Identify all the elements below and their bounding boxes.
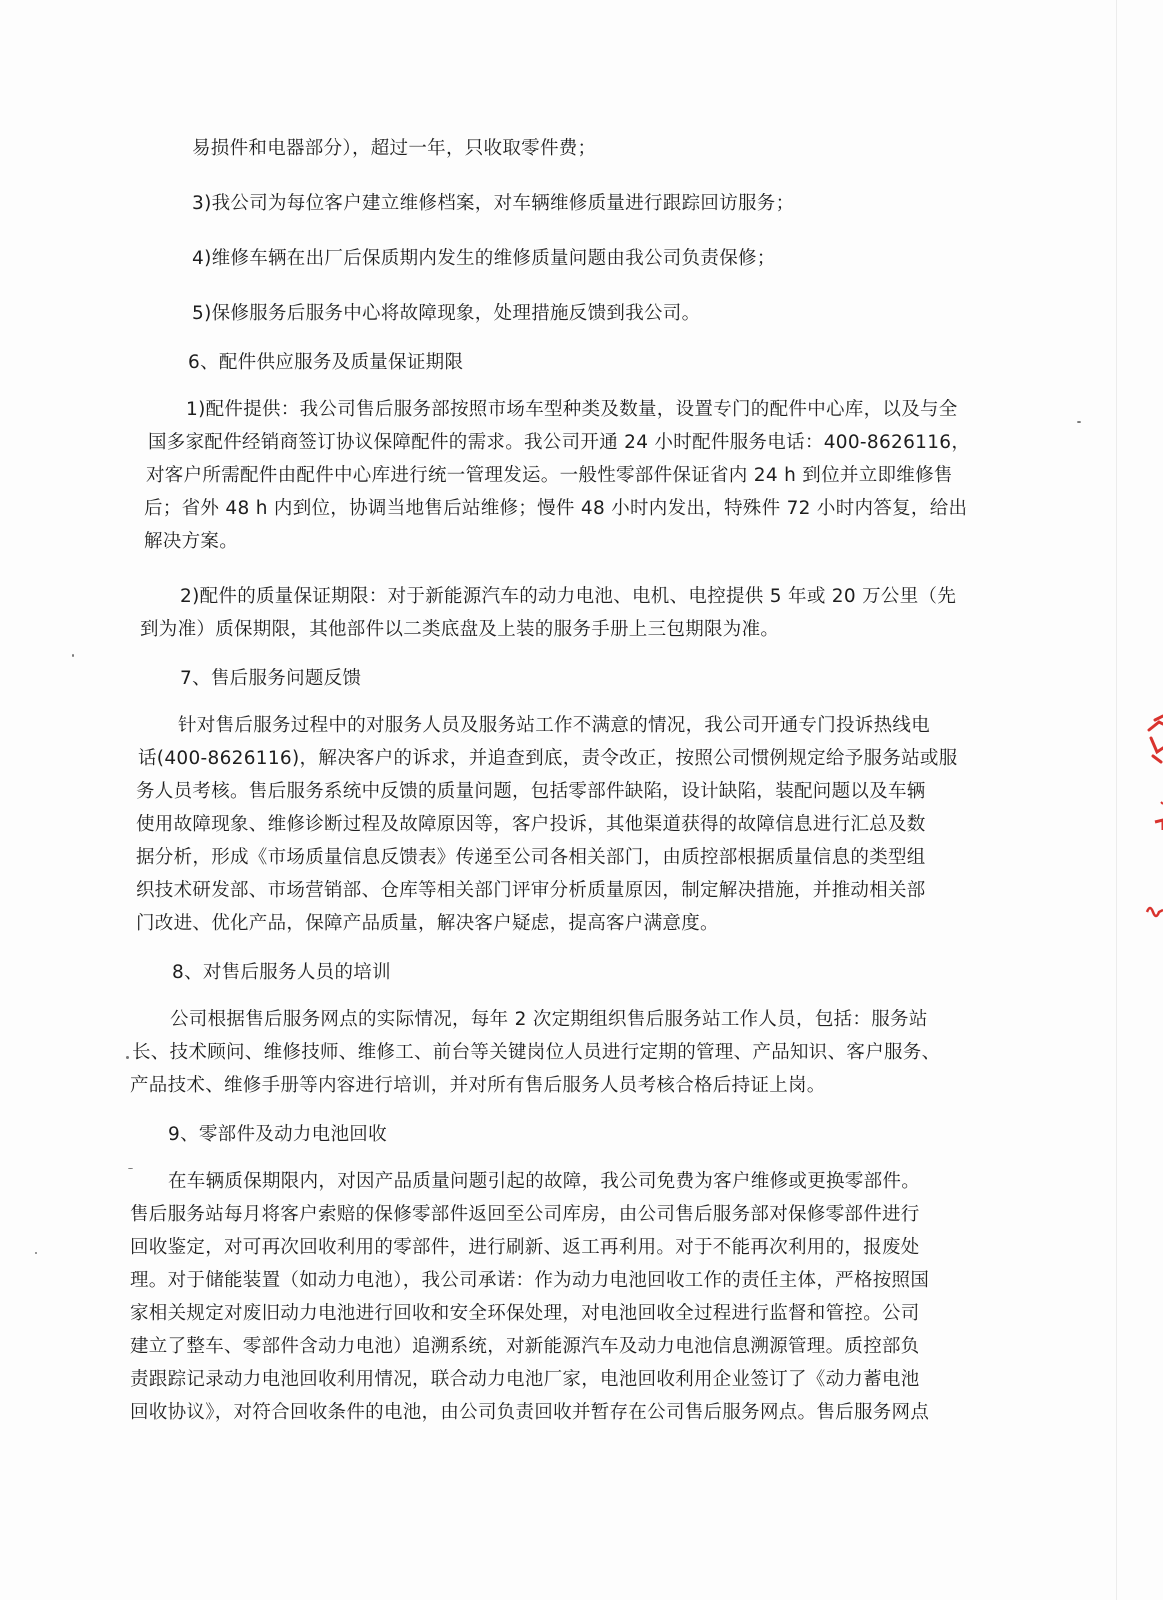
paragraph-training	[130, 1003, 1025, 1102]
paragraph-line: 织技术研发部、市场营销部、仓库等相关部门评审分析质量原因，制定解决措施，并推动相关部	[136, 880, 926, 901]
scan-speck	[128, 1168, 133, 1169]
paragraph-line: 1)配件提供：我公司售后服务部按照市场车型种类及数量，设置专门的配件中心库，以及与全	[186, 399, 958, 420]
paragraph-line: 对客户所需配件由配件中心库进行统一管理发运。一般性零部件保证省内 24 h 到位并立即维修售	[146, 465, 953, 486]
paragraph-line: 理。对于储能装置（如动力电池），我公司承诺：作为动力电池回收工作的责任主体，严格按照国	[130, 1270, 930, 1291]
paragraph-line: 门改进、优化产品，保障产品质量，解决客户疑虑，提高客户满意度。	[136, 913, 719, 934]
paragraph-line: 公司根据售后服务网点的实际情况，每年 2 次定期组织售后服务站工作人员，包括：服务站	[170, 1009, 928, 1030]
paragraph-recycling	[130, 1165, 1025, 1429]
scan-speck	[1077, 421, 1081, 423]
scan-edge-line	[1116, 0, 1117, 1600]
paragraph-line: 后；省外 48 h 内到位，协调当地售后站维修；慢件 48 小时内发出，特殊件 72 小时内答复，给出	[144, 498, 968, 519]
section-heading-9: 9、零部件及动力电池回收	[168, 1124, 387, 1145]
paragraph-line: 售后服务站每月将客户索赔的保修零部件返回至公司库房，由公司售后服务部对保修零部件进行	[130, 1204, 920, 1225]
scan-speck	[35, 1252, 37, 1254]
paragraph-parts-warranty	[130, 580, 1025, 646]
paragraph-line: 据分析，形成《市场质量信息反馈表》传递至公司各相关部门，由质控部根据质量信息的类型组	[136, 847, 926, 868]
continuation-line: 易损件和电器部分），超过一年，只收取零件费；	[192, 138, 597, 159]
scan-speck	[126, 1056, 129, 1059]
list-item-5: 5)保修服务后服务中心将故障现象，处理措施反馈到我公司。	[192, 303, 701, 324]
paragraph-line: 2)配件的质量保证期限：对于新能源汽车的动力电池、电机、电控提供 5 年或 20 万公里（先	[180, 586, 957, 607]
paragraph-line: 长、技术顾问、维修技师、维修工、前台等关键岗位人员进行定期的管理、产品知识、客户服务、	[132, 1042, 941, 1063]
paragraph-line: 建立了整车、零部件含动力电池）追溯系统，对新能源汽车及动力电池信息溯源管理。质控部负	[130, 1336, 920, 1357]
paragraph-parts-supply	[130, 393, 1025, 558]
paragraph-feedback	[130, 709, 1025, 940]
section-heading-7: 7、售后服务问题反馈	[180, 668, 362, 689]
paragraph-line: 话(400-8626116)，解决客户的诉求，并追查到底，责令改正，按照公司惯例规定给予服务站或服	[138, 748, 958, 769]
paragraph-line: 国多家配件经销商签订协议保障配件的需求。我公司开通 24 小时配件服务电话：400-8626116，	[148, 432, 971, 453]
paragraph-line: 责跟踪记录动力电池回收利用情况，联合动力电池厂家，电池回收利用企业签订了《动力蓄电池	[130, 1369, 920, 1390]
paragraph-line: 到为准）质保期限，其他部件以二类底盘及上装的服务手册上三包期限为准。	[140, 619, 780, 640]
section-heading-8: 8、对售后服务人员的培训	[172, 962, 391, 983]
section-heading-6: 6、配件供应服务及质量保证期限	[188, 352, 464, 373]
list-item-4: 4)维修车辆在出厂后保质期内发生的维修质量问题由我公司负责保修；	[192, 248, 776, 269]
paragraph-line: 回收协议》，对符合回收条件的电池，由公司负责回收并暂存在公司售后服务网点。售后服务网点	[130, 1402, 930, 1423]
paragraph-line: 针对售后服务过程中的对服务人员及服务站工作不满意的情况，我公司开通专门投诉热线电	[178, 715, 931, 736]
paragraph-line: 家相关规定对废旧动力电池进行回收和安全环保处理，对电池回收全过程进行监督和管控。公司	[130, 1303, 920, 1324]
scan-speck	[72, 654, 74, 657]
document-body	[130, 132, 1025, 1429]
paragraph-line: 使用故障现象、维修诊断过程及故障原因等，客户投诉，其他渠道获得的故障信息进行汇总及数	[136, 814, 926, 835]
paragraph-line: 解决方案。	[144, 531, 239, 552]
red-seal-stamp-fragment	[1141, 712, 1163, 942]
paragraph-line: 产品技术、维修手册等内容进行培训，并对所有售后服务人员考核合格后持证上岗。	[130, 1075, 826, 1096]
list-item-3: 3)我公司为每位客户建立维修档案，对车辆维修质量进行跟踪回访服务；	[192, 193, 795, 214]
paragraph-line: 务人员考核。售后服务系统中反馈的质量问题，包括零部件缺陷，设计缺陷，装配问题以及车辆	[136, 781, 926, 802]
paragraph-line: 回收鉴定，对可再次回收利用的零部件，进行刷新、返工再利用。对于不能再次利用的，报废处	[130, 1237, 920, 1258]
paragraph-line: 在车辆质保期限内，对因产品质量问题引起的故障，我公司免费为客户维修或更换零部件。	[168, 1171, 921, 1192]
